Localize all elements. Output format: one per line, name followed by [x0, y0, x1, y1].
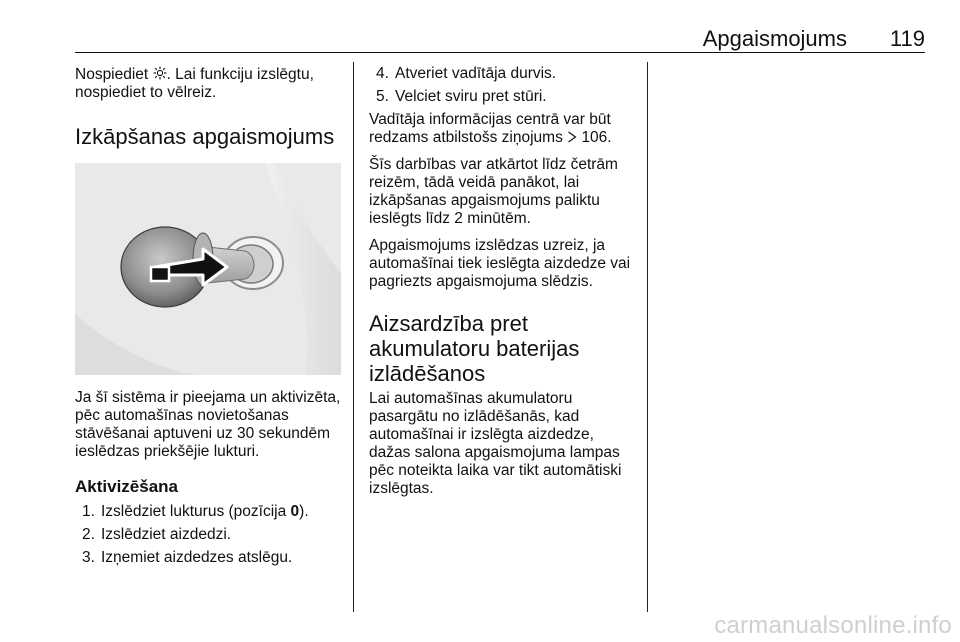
section-title-exit-lighting: Izkāpšanas apgaismojums: [75, 124, 335, 149]
running-title: Apgaismojums: [702, 26, 847, 51]
list-item: 4. Atveriet vadītāja durvis.: [376, 65, 557, 82]
list-item: 5. Velciet sviru pret stūri.: [376, 88, 547, 105]
switch-off-paragraph: Apgaismojums izslēdzas uzreiz, ja automašīnai tiek ieslēgta aizdedze vai pagriezts apgaismojuma slēdzis.: [369, 237, 631, 290]
list-item: 3. Izņemiet aizdedzes atslēgu.: [82, 549, 293, 566]
page-header: [75, 27, 925, 51]
repeat-paragraph: Šīs darbības var atkārtot līdz četrām reizēm, tādā veidā panākot, lai izkāpšanas apgaismojums paliktu ieslēgts līdz 2 minūtēm.: [369, 156, 618, 227]
subheading-activation: Aktivizēšana: [75, 477, 178, 496]
intro-paragraph: Nospiediet . Lai funkciju izslēgtu, nospiediet to vēlreiz.: [75, 66, 314, 101]
column-divider-left: [353, 62, 354, 612]
sun-light-icon: [153, 66, 167, 80]
right-column: [369, 60, 635, 498]
exit-lighting-paragraph: Ja šī sistēma ir pieejama un aktivizēta, pēc automašīnas novietošanas stāvēšanai aptuveni uz 30 sekundēm ieslēdzas priekšējie lukturi.: [75, 389, 341, 460]
activation-steps-left: [75, 503, 341, 567]
light-switch-figure: [75, 163, 341, 375]
section-title-battery-protection: Aizsardzība pret akumulatoru baterijas izlādēšanos: [369, 311, 580, 386]
page-reference-icon: [567, 130, 577, 142]
list-item: 1. Izslēdziet lukturus (pozīcija 0).: [82, 503, 309, 520]
column-divider-right: [647, 62, 648, 612]
list-item: 2. Izslēdziet aizdedzi.: [82, 526, 232, 543]
light-switch-lever-with-arrow: [75, 163, 341, 375]
left-column: [75, 60, 341, 567]
watermark: carmanualsonline.info: [714, 612, 952, 639]
activation-steps-right: [369, 65, 635, 106]
page-number: 119: [889, 26, 925, 51]
driver-info-paragraph: Vadītāja informācijas centrā var būt redzams atbilstošs ziņojums 106.: [369, 111, 612, 146]
header-rule: [75, 52, 925, 53]
battery-paragraph: Lai automašīnas akumulatoru pasargātu no izlādēšanās, kad automašīnai ir izslēgta aizdedze, dažas salona apgaismojuma lampas pēc noteikta laika var tikt automātiski izslēgtas.: [369, 390, 622, 497]
